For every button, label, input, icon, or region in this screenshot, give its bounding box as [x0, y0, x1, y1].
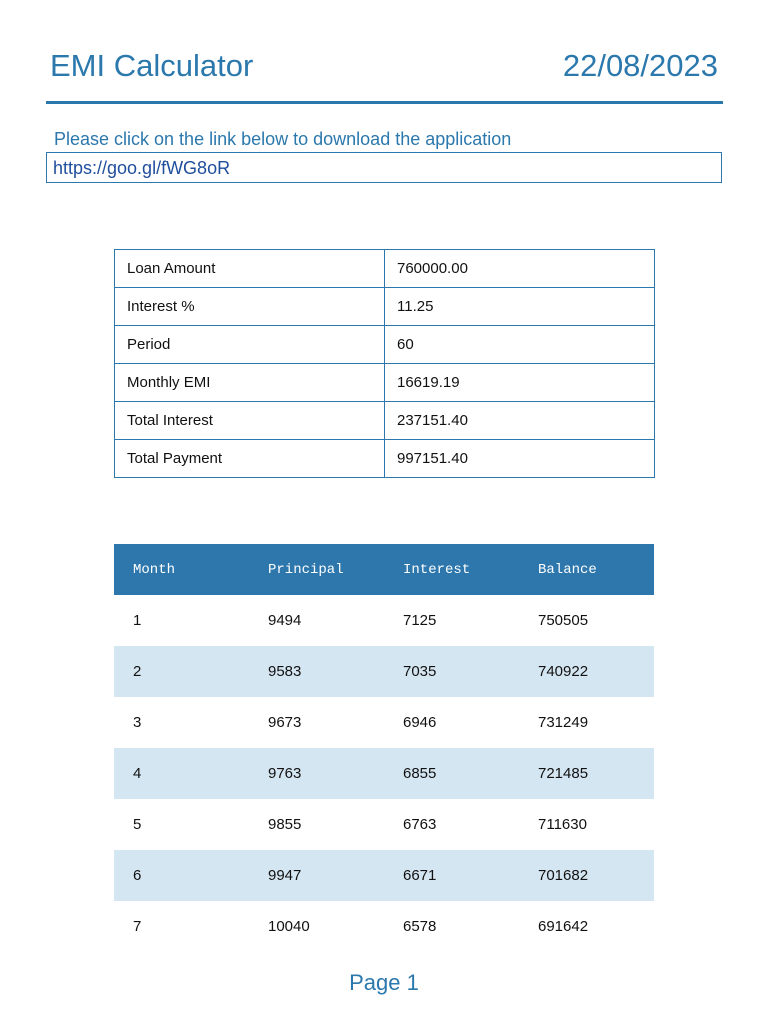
- summary-label: Loan Amount: [115, 250, 385, 288]
- cell-principal: 9673: [268, 714, 302, 731]
- table-row: [114, 748, 654, 799]
- table-row: [114, 901, 654, 952]
- summary-label: Interest %: [115, 288, 385, 326]
- cell-interest: 6946: [403, 714, 437, 731]
- cell-month: 3: [133, 714, 142, 731]
- summary-value: 760000.00: [385, 250, 655, 288]
- summary-label: Period: [115, 326, 385, 364]
- header-date: 22/08/2023: [562, 48, 718, 83]
- download-instructions: Please click on the link below to download the application: [54, 129, 512, 149]
- table-row: [114, 799, 654, 850]
- download-link-box: [46, 152, 722, 183]
- summary-label: Monthly EMI: [115, 364, 385, 402]
- cell-principal: 9494: [268, 612, 302, 629]
- cell-interest: 7035: [403, 663, 437, 680]
- summary-value: 60: [385, 326, 655, 364]
- cell-principal: 9583: [268, 663, 302, 680]
- cell-month: 7: [133, 918, 142, 935]
- column-header-interest: Interest: [403, 561, 471, 578]
- cell-balance: 721485: [538, 765, 589, 782]
- summary-row-monthly-emi: [115, 364, 655, 402]
- cell-interest: 6855: [403, 765, 437, 782]
- cell-month: 4: [133, 765, 142, 782]
- summary-value: 237151.40: [385, 402, 655, 440]
- cell-month: 2: [133, 663, 142, 680]
- summary-value: 11.25: [385, 288, 655, 326]
- loan-summary-table: [114, 249, 655, 478]
- summary-label: Total Payment: [115, 440, 385, 478]
- summary-row-loan-amount: [115, 250, 655, 288]
- cell-month: 1: [133, 612, 142, 629]
- summary-row-interest: [115, 288, 655, 326]
- cell-balance: 731249: [538, 714, 589, 731]
- summary-row-period: [115, 326, 655, 364]
- cell-balance: 691642: [538, 918, 589, 935]
- table-row: [114, 697, 654, 748]
- cell-month: 6: [133, 867, 142, 884]
- cell-month: 5: [133, 816, 142, 833]
- column-header-month: Month: [133, 561, 176, 578]
- cell-principal: 9947: [268, 867, 302, 884]
- column-header-principal: Principal: [268, 561, 344, 578]
- summary-label: Total Interest: [115, 402, 385, 440]
- cell-interest: 7125: [403, 612, 437, 629]
- cell-balance: 740922: [538, 663, 589, 680]
- cell-principal: 9855: [268, 816, 302, 833]
- cell-interest: 6763: [403, 816, 437, 833]
- cell-balance: 711630: [538, 816, 587, 833]
- summary-value: 997151.40: [385, 440, 655, 478]
- summary-value: 16619.19: [385, 364, 655, 402]
- cell-balance: 701682: [538, 867, 589, 884]
- header-divider: [46, 101, 723, 104]
- summary-row-total-payment: [115, 440, 655, 478]
- cell-principal: 9763: [268, 765, 302, 782]
- table-header-row: [114, 544, 654, 595]
- download-link[interactable]: https://goo.gl/fWG8oR: [53, 158, 231, 178]
- page-title: EMI Calculator: [50, 48, 254, 83]
- table-row: [114, 850, 654, 901]
- cell-principal: 10040: [268, 918, 310, 935]
- column-header-balance: Balance: [538, 561, 597, 578]
- cell-interest: 6671: [403, 867, 437, 884]
- table-row: [114, 646, 654, 697]
- amortization-schedule-table: [114, 544, 654, 952]
- cell-interest: 6578: [403, 918, 437, 935]
- page-number: Page 1: [349, 970, 419, 995]
- summary-row-total-interest: [115, 402, 655, 440]
- cell-balance: 750505: [538, 612, 589, 629]
- table-row: [114, 595, 654, 646]
